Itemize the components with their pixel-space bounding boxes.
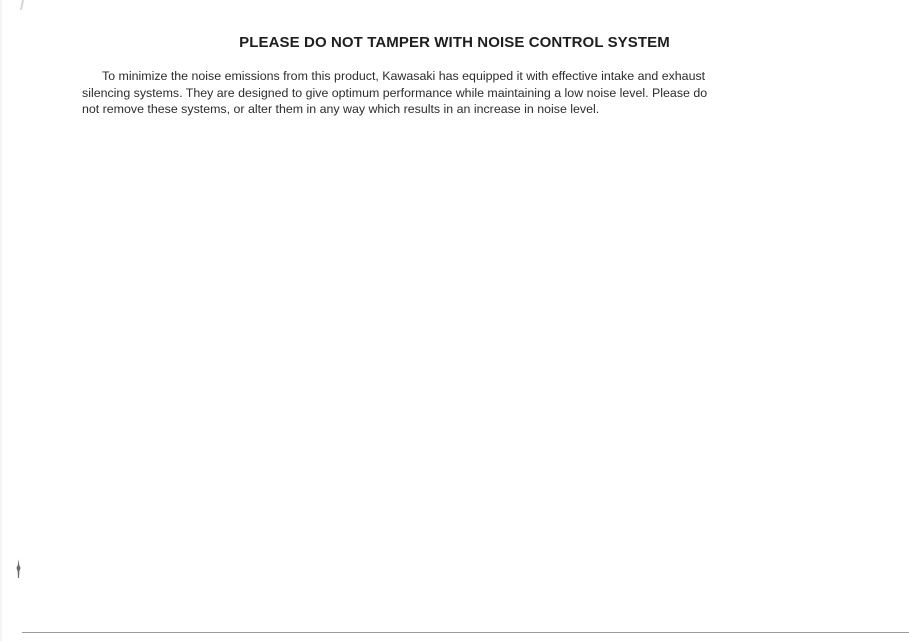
notice-paragraph	[82, 68, 822, 118]
page-bottom-rule	[22, 632, 909, 633]
paragraph-line-1: To minimize the noise emissions from this product, Kawasaki has equipped it with effective intake and exhaust	[102, 69, 706, 83]
paragraph-line-2: silencing systems. They are designed to give optimum performance while maintaining a low noise level. Please do	[82, 85, 708, 100]
page-title: PLEASE DO NOT TAMPER WITH NOISE CONTROL SYSTEM	[239, 34, 670, 51]
ink-smudge	[16, 559, 21, 578]
paragraph-line-3: not remove these systems, or alter them in any way which results in an increase in noise level.	[82, 102, 600, 116]
page-edge-shadow	[0, 0, 3, 641]
scan-mark	[20, 0, 24, 10]
